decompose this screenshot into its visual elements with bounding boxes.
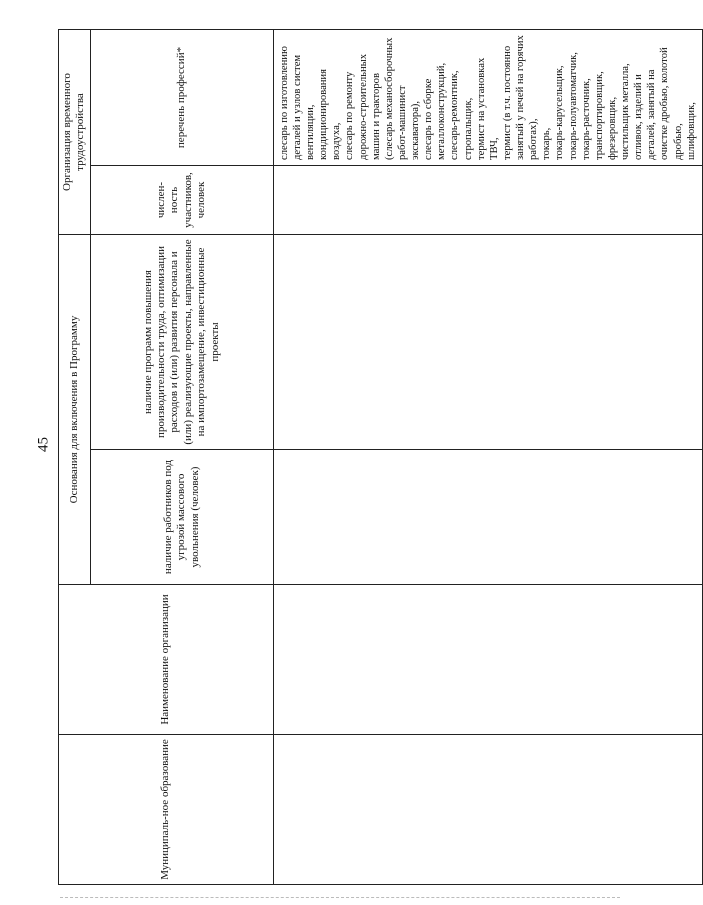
profession-item: шлифовщик, — [685, 102, 697, 160]
header-basis-group: Основания для включения в Программу — [59, 235, 91, 585]
header-professions: перечень профессий* — [90, 30, 273, 166]
header-organization: Наименование организации — [59, 585, 274, 735]
cell-programs — [273, 235, 702, 450]
header-municipality: Муниципаль-ное образование — [59, 735, 274, 885]
profession-item: термист на установках ТВЧ, — [475, 57, 500, 160]
data-row — [273, 30, 702, 885]
cell-organization — [273, 585, 702, 735]
header-layoff-threat: наличие работников под угрозой массового увольнения (человек) — [90, 450, 273, 585]
header-row-1 — [59, 30, 91, 885]
rotated-table-container — [58, 30, 697, 885]
header-participants: числен-ность участников, человек — [90, 166, 273, 235]
cell-professions — [273, 30, 702, 166]
profession-item: стропальщик, — [462, 97, 474, 160]
profession-item: термист (в т.ч. постоянно занятый у печей на горячих работах), — [501, 35, 540, 160]
profession-item: слесарь по ремонту дорожно-строительных машин и тракторов (слесарь механосборочных работ-машинист экскаватора), — [344, 37, 422, 160]
cell-participants — [273, 166, 702, 235]
header-temp-employment-group: Организация временного трудоустройства — [59, 30, 91, 235]
profession-item: токарь-карусельщик, — [554, 65, 566, 160]
profession-item: токарь, — [541, 127, 553, 160]
header-programs: наличие программ повышения производительности труда, оптимизации расходов и (или) развития персонала и (или) реализующие проекты, направленные на импортозамещение, инвестиционные проекты — [90, 235, 273, 450]
profession-item: слесарь по сборке металлоконструкций, — [423, 62, 448, 160]
cell-municipality — [273, 735, 702, 885]
scan-bottom-edge — [60, 897, 620, 899]
profession-item: фрезеровщик, — [606, 96, 618, 160]
page-number: 45 — [35, 437, 52, 452]
profession-item: токарь-полуавтоматчик, — [567, 52, 579, 160]
program-table — [58, 29, 703, 885]
profession-item: токарь-расточник, — [580, 78, 592, 160]
profession-item: слесарь по изготовлению деталей и узлов систем вентиляции, кондиционирования воздуха, — [278, 46, 343, 160]
profession-item: чистильщик металла, отливок, изделий и деталей, занятый на очистке дробью, колотой дробью, — [620, 47, 684, 160]
profession-item: слесарь-ремонтник, — [449, 70, 461, 160]
cell-layoff-threat — [273, 450, 702, 585]
profession-item: транспортировщик, — [593, 71, 605, 160]
